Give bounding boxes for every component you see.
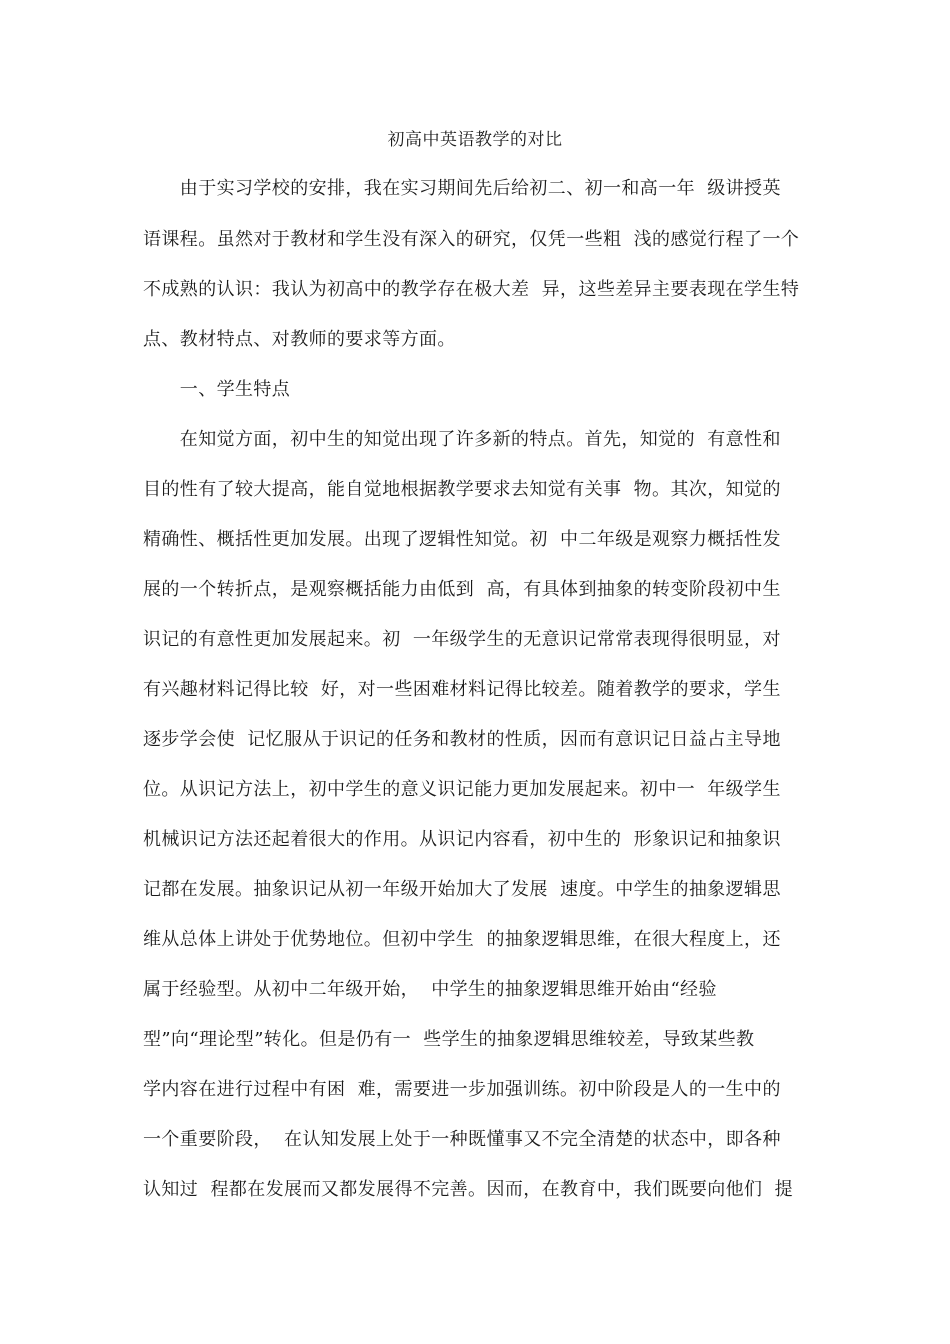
paragraph-line: 逐步学会使 记忆服从于识记的任务和教材的性质，因而有意识记日益占主导地 bbox=[143, 729, 781, 750]
paragraph-line: 点、教材特点、对教师的要求等方面。 bbox=[143, 329, 456, 350]
paragraph-line: 维从总体上讲处于优势地位。但初中学生 的抽象逻辑思维，在很大程度上，还 bbox=[143, 929, 781, 950]
paragraph-line: 认知过 程都在发展而又都发展得不完善。因而，在教育中，我们既要向他们 提 bbox=[143, 1179, 794, 1200]
paragraph-line: 精确性、概括性更加发展。出现了逻辑性知觉。初 中二年级是观察力概括性发 bbox=[143, 529, 781, 550]
document-title: 初高中英语教学的对比 bbox=[387, 130, 563, 150]
paragraph-line: 有兴趣材料记得比较 好，对一些困难材料记得比较差。随着教学的要求，学生 bbox=[143, 679, 781, 700]
paragraph-line: 识记的有意性更加发展起来。初 一年级学生的无意识记常常表现得很明显，对 bbox=[143, 629, 781, 650]
paragraph-line: 记都在发展。抽象识记从初一年级开始加大了发展 速度。中学生的抽象逻辑思 bbox=[143, 879, 781, 900]
paragraph-line: 位。从识记方法上，初中学生的意义识记能力更加发展起来。初中一 年级学生 bbox=[143, 779, 781, 800]
paragraph-line: 在知觉方面，初中生的知觉出现了许多新的特点。首先，知觉的 有意性和 bbox=[143, 429, 781, 450]
paragraph-line: 由于实习学校的安排，我在实习期间先后给初二、初一和高一年 级讲授英 bbox=[143, 178, 781, 199]
paragraph-line: 学内容在进行过程中有困 难，需要进一步加强训练。初中阶段是人的一生中的 bbox=[143, 1079, 781, 1100]
paragraph-line: 目的性有了较大提高，能自觉地根据教学要求去知觉有关事 物。其次，知觉的 bbox=[143, 479, 781, 500]
paragraph-line: 展的一个转折点，是观察概括能力由低到 高，有具体到抽象的转变阶段初中生 bbox=[143, 579, 781, 600]
paragraph-line: 型”向“理论型”转化。但是仍有一 些学生的抽象逻辑思维较差，导致某些教 bbox=[143, 1029, 755, 1050]
paragraph-line: 机械识记方法还起着很大的作用。从识记内容看，初中生的 形象识记和抽象识 bbox=[143, 829, 781, 850]
paragraph-line: 属于经验型。从初中二年级开始， 中学生的抽象逻辑思维开始由“经验 bbox=[143, 979, 717, 1000]
section-heading: 一、学生特点 bbox=[143, 379, 291, 400]
paragraph-line: 一个重要阶段， 在认知发展上处于一种既懂事又不完全清楚的状态中，即各种 bbox=[143, 1129, 781, 1150]
paragraph-line: 不成熟的认识：我认为初高中的教学存在极大差 异，这些差异主要表现在学生特 bbox=[143, 279, 800, 300]
paragraph-line: 语课程。虽然对于教材和学生没有深入的研究，仅凭一些粗 浅的感觉行程了一个 bbox=[143, 229, 800, 250]
